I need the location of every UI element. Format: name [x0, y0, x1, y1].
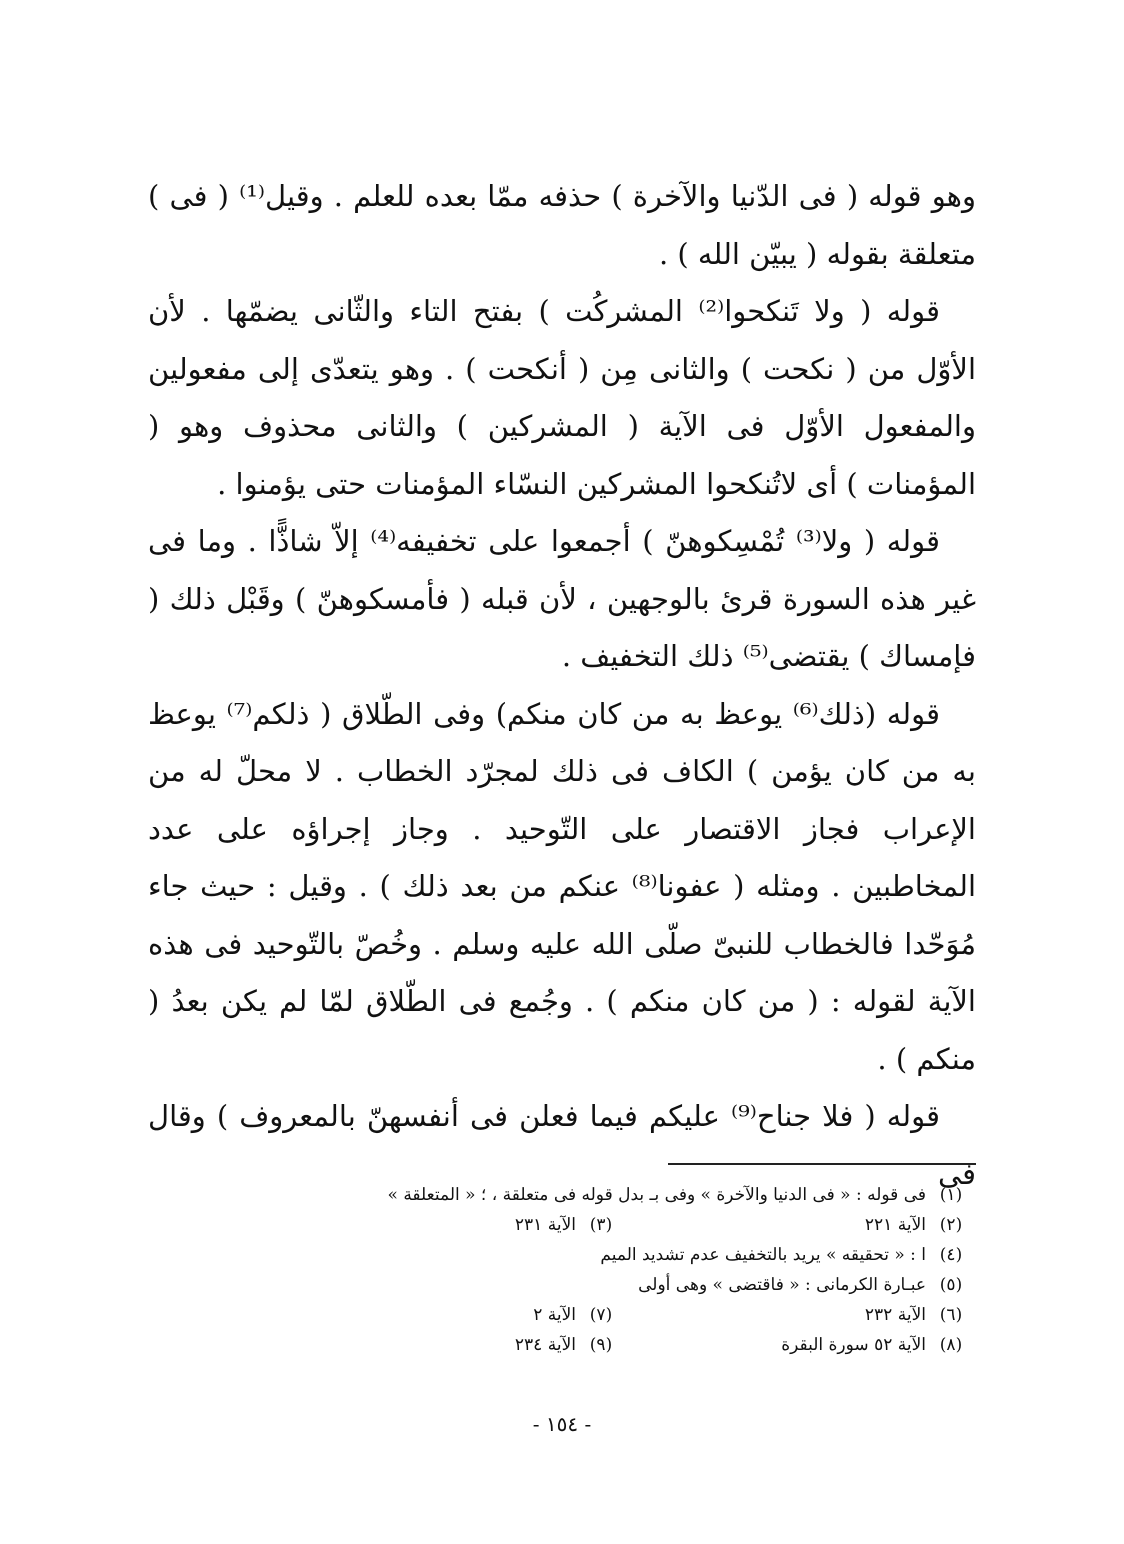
- footnote-text: فى قوله : « فى الدنيا والآخرة » وفى بـ بدل قوله فى متعلقة ، ؛ « المتعلقة »: [387, 1185, 926, 1205]
- footnote-number: (٢): [939, 1215, 963, 1235]
- footnotes: [146, 1180, 976, 1360]
- footnote-text: الآية ٥٢ سورة البقرة: [781, 1335, 926, 1355]
- footnote-number: (٦): [939, 1305, 963, 1325]
- footnote-text: ا : « تحقيقه » يريد بالتخفيف عدم تشديد الميم: [600, 1245, 926, 1265]
- page-number: - ١٥٤ -: [532, 1412, 592, 1436]
- main-text: [148, 168, 976, 1203]
- footnote-text: عبـارة الكرمانى : « فاقتضى » وهى أولى: [638, 1275, 926, 1295]
- footnote-row: [146, 1330, 976, 1360]
- paragraph: قوله (ذلك⁽⁶⁾ يوعظ به من كان منكم) وفى الطّلاق ( ذلكم⁽⁷⁾ يوعظ به من كان يؤمن ) الكاف فى ذلك لمجرّد الخطاب . لا محلّ له من الإعراب فجاز الاقتصار على التّوحيد . وجاز إجراؤه على عدد المخاطبين . ومثله ( عفونا⁽⁸⁾ عنكم من بعد ذلك ) . وقيل : حيث جاء مُوَحّدا فالخطاب للنبىّ صلّى الله عليه وسلم . وخُصّ بالتّوحيد فى هذه الآية لقوله : ( من كان منكم ) . وجُمع فى الطّلاق لمّا لم يكن بعدُ ( منكم ) .: [148, 696, 976, 1076]
- footnote-text: الآية ٢٣١: [514, 1215, 576, 1235]
- footnote-separator: [668, 1163, 976, 1165]
- footnote-number: (٩): [589, 1335, 613, 1355]
- footnote-text: الآية ٢٢١: [864, 1215, 926, 1235]
- footnote-number: (٤): [939, 1245, 963, 1265]
- paragraph: قوله ( ولا تَنكحوا⁽²⁾ المشركُت ) بفتح التاء والثّانى يضمّها . لأن الأوّل من ( نكحت ) والثانى مِن ( أنكحت ) . وهو يتعدّى إلى مفعولين والمفعول الأوّل فى الآية ( المشركين ) والثانى محذوف وهو ( المؤمنات ) أى لاتُنكحوا المشركين النسّاء المؤمنات حتى يؤمنوا .: [148, 294, 976, 501]
- paragraph: قوله ( ولا⁽³⁾ تُمْسِكوهنّ ) أجمعوا على تخفيفه⁽⁴⁾ إلاّ شاذًّا . وما فى غير هذه السورة قرئ بالوجهين ، لأن قبله ( فأمسكوهنّ ) وقَبْل ذلك ( فإمساك ) يقتضى⁽⁵⁾ ذلك التخفيف .: [148, 524, 976, 673]
- footnote-row: [146, 1210, 976, 1240]
- footnote-row: [146, 1240, 976, 1270]
- footnote-row: [146, 1180, 976, 1210]
- footnote-number: (٣): [589, 1215, 613, 1235]
- footnote-row: [146, 1270, 976, 1300]
- paragraph: قوله ( فلا جناح⁽⁹⁾ عليكم فيما فعلن فى أنفسهنّ بالمعروف ) وقال فى: [148, 1099, 976, 1191]
- footnote-number: (١): [939, 1185, 963, 1205]
- footnote-number: (٨): [939, 1335, 963, 1355]
- footnote-text: الآية ٢٣٤: [514, 1335, 576, 1355]
- footnote-number: (٥): [939, 1275, 963, 1295]
- footnote-text: الآية ٢: [533, 1305, 576, 1325]
- footnote-text: الآية ٢٣٢: [864, 1305, 926, 1325]
- footnote-row: [146, 1300, 976, 1330]
- footnote-number: (٧): [589, 1305, 613, 1325]
- paragraph: وهو قوله ( فى الدّنيا والآخرة ) حذفه ممّا بعده للعلم . وقيل⁽¹⁾ ( فى ) متعلقة بقوله ( يبيّن الله ) .: [148, 179, 976, 271]
